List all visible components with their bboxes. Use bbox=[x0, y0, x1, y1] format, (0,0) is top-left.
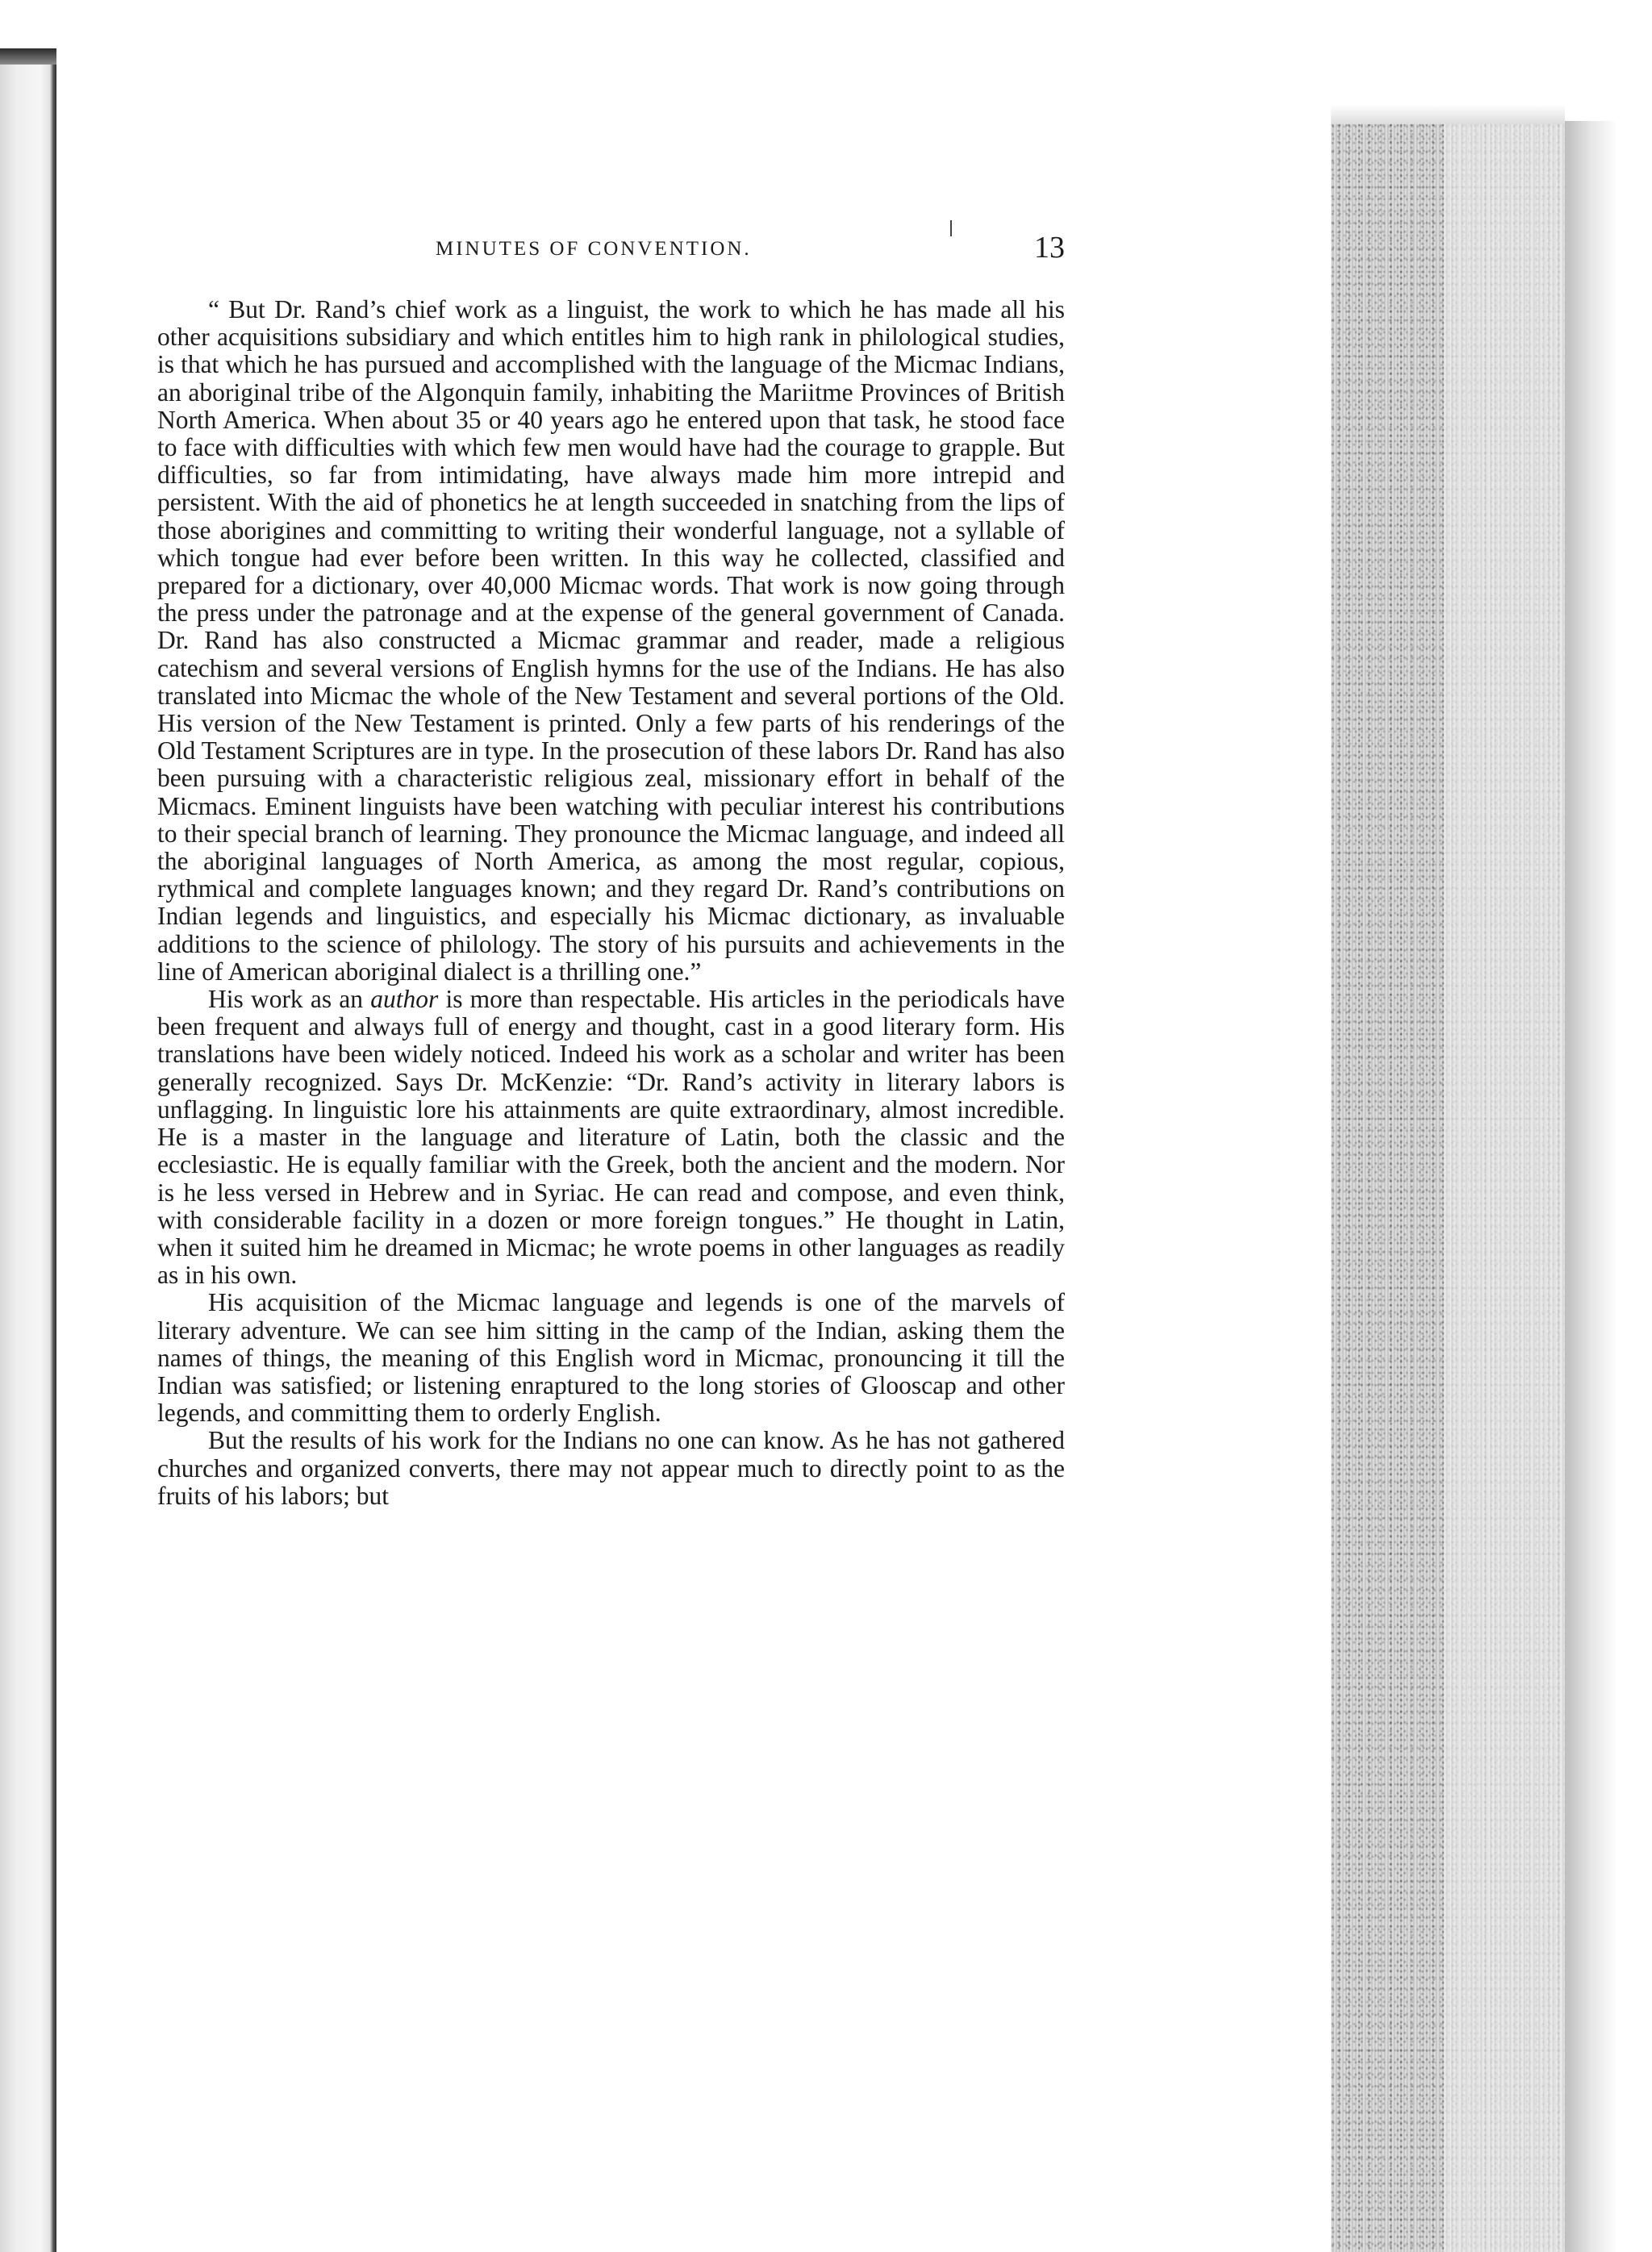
facing-page-shadow bbox=[0, 48, 56, 65]
page-number: 13 bbox=[1034, 231, 1065, 265]
printer-mark bbox=[950, 220, 952, 236]
paragraph-quotation: “ But Dr. Rand’s chief work as a linguist, the work to which he has made all his other acquisitions subsidiary and which entitles him to high rank in philological studies, is that which he has pursued and accomplished with the language of the Micmac Indians, an aboriginal tribe of the Algonquin family, inhabiting the Mariitme Provinces of British North America. When about 35 or 40 years ago he entered upon that task, he stood face to face with difficulties with which few men would have had the courage to grapple. But difficulties, so far from intimidating, have always made him more intrepid and persistent. With the aid of phonetics he at length succeeded in snatching from the lips of those aborigines and committing to writing their wonderful language, not a syllable of which tongue had ever before been written. In this way he collected, classified and prepared for a dictionary, over 40,000 Micmac words. That work is now going through the press under the patronage and at the expense of the general government of Canada. Dr. Rand has also constructed a Micmac grammar and reader, made a religious catechism and several versions of English hymns for the use of the Indians. He has also translated into Micmac the whole of the New Testament and several portions of the Old. His version of the New Testament is printed. Only a few parts of his renderings of the Old Testament Scriptures are in type. In the prosecution of these labors Dr. Rand has also been pursuing with a characteristic religious zeal, missionary effort in behalf of the Micmacs. Eminent linguists have been watching with peculiar interest his contributions to their special branch of learning. They pronounce the Micmac language, and indeed all the aboriginal languages of North America, as among the most regular, copious, rythmical and complete languages known; and they regard Dr. Rand’s contributions on Indian legends and linguistics, and especially his Micmac dictionary, as invaluable additions to the science of philology. The story of his pursuits and achievements in the line of American aboriginal dialect is a thrilling one.” bbox=[157, 295, 1065, 986]
body-text bbox=[157, 296, 1065, 1510]
paragraph-author-work bbox=[157, 986, 1065, 1289]
facing-page-edge bbox=[0, 48, 56, 2252]
page-content bbox=[157, 230, 1065, 1510]
running-head-title: MINUTES OF CONVENTION. bbox=[436, 238, 752, 260]
paragraph-text: His work as an bbox=[208, 985, 371, 1014]
paragraph-text: is more than respectable. His articles in the periodicals have been frequent and always full of energy and thought, cast in a good literary form. His translations have been widely noticed. Indeed his work as a scholar and writer has been generally recognized. Says Dr. McKenzie: “Dr. Rand’s activity in literary labors is unflagging. In linguistic lore his attainments are quite extraordinary, almost incredible. He is a master in the language and literature of Latin, both the classic and the ecclesiastic. He is equally familiar with the Greek, both the ancient and the modern. Nor is he less versed in Hebrew and in Syriac. He can read and compose, and even think, with considerable facility in a dozen or more foreign tongues.” He thought in Latin, when it suited him he dreamed in Micmac; he wrote poems in other languages as readily as in his own. bbox=[157, 985, 1065, 1290]
running-head bbox=[157, 230, 1065, 278]
paragraph-micmac-acquisition: His acquisition of the Micmac language and legends is one of the marvels of literary adventure. We can see him sitting in the camp of the Indian, asking them the names of things, the meaning of this English word in Micmac, pronouncing it till the Indian was satisfied; or listening enraptured to the long stories of Glooscap and other legends, and committing them to orderly English. bbox=[157, 1288, 1065, 1428]
paragraph-results: But the results of his work for the Indians no one can know. As he has not gathered churches and organized converts, there may not appear much to directly point to as the fruits of his labors; but bbox=[157, 1426, 1065, 1510]
book-fore-edge-pages bbox=[1444, 121, 1565, 2252]
emphasis-author: author bbox=[370, 985, 439, 1014]
book-cover-edge bbox=[1565, 121, 1652, 2252]
page-edge-top bbox=[1331, 105, 1565, 124]
